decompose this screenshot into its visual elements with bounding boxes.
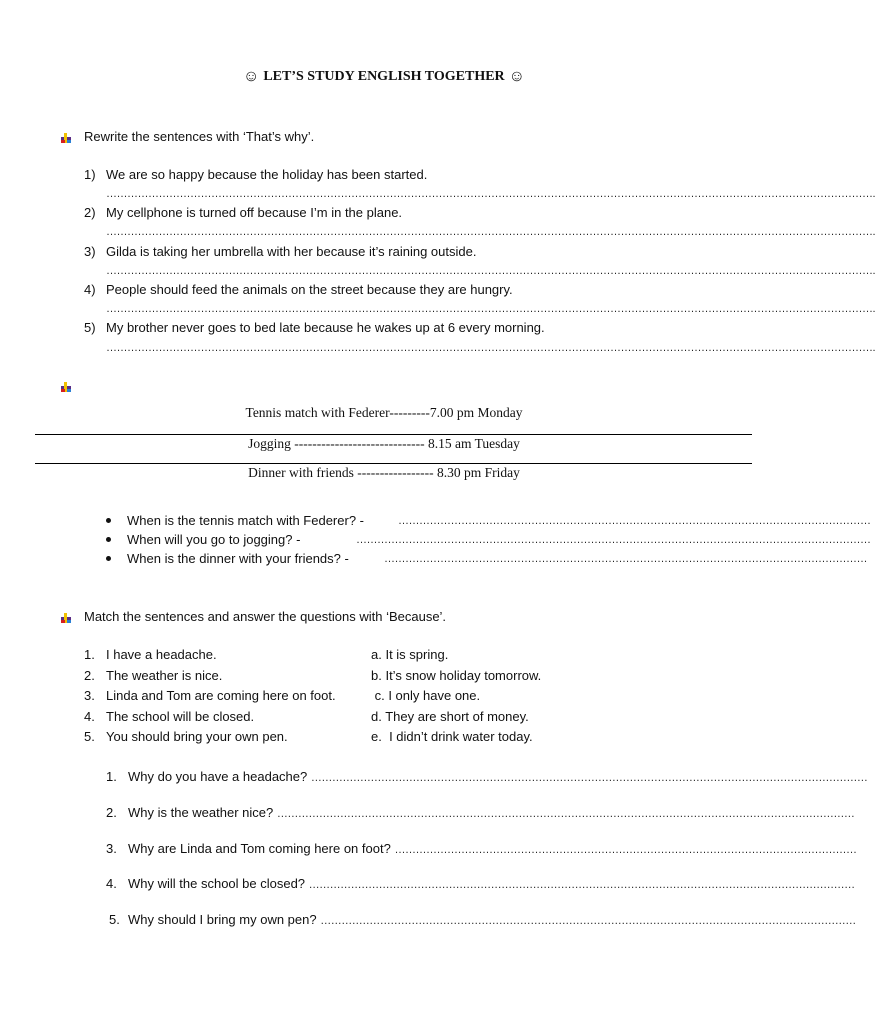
list-item: 3. Linda and Tom are coming here on foot. (84, 688, 336, 703)
list-item: 1. Why do you have a headache? …………………………………………………………………………………………………………………………………………… (106, 769, 868, 784)
list-item: 3. Why are Linda and Tom coming here on foot? …………………………………………………………………………………………………………………… (106, 841, 857, 856)
answer-line[interactable]: ……………………………………………………………………………………………………………………… (398, 515, 871, 527)
list-item: 4) People should feed the animals on the street because they are hungry. (84, 282, 513, 297)
list-item: 5) My brother never goes to bed late because he wakes up at 6 every morning. (84, 320, 545, 335)
list-item: a. It is spring. (371, 647, 449, 662)
list-item: 4. The school will be closed. (84, 709, 255, 724)
answer-line[interactable]: …………………………………………………………………………………………………………………………………………………………………………………………………. (106, 303, 875, 315)
list-item: 3) Gilda is taking her umbrella with her because it’s raining outside. (84, 244, 477, 259)
answer-line[interactable]: …………………………………………………………………………………………………………………………………………………………………………………………………. (106, 342, 875, 354)
list-item: e. I didn’t drink water today. (371, 729, 533, 744)
list-item: 1) We are so happy because the holiday has been started. (84, 167, 428, 182)
smiley-icon: ☺ (508, 68, 525, 85)
answer-line[interactable]: ………………………………………………………………………………………………………………………………………………… (276, 808, 855, 820)
section3-instruction: Match the sentences and answer the questions with ‘Because’. (84, 609, 447, 624)
list-item: b. It’s snow holiday tomorrow. (371, 668, 542, 683)
list-item: 5. You should bring your own pen. (84, 729, 288, 744)
answer-line[interactable]: …………………………………………………………………………………………………………………… (394, 844, 857, 856)
smiley-icon: ☺ (242, 68, 260, 85)
list-item: c. I only have one. (371, 688, 481, 703)
list-item: When will you go to jogging? - (106, 532, 300, 547)
schedule-row: Jogging ----------------------------- 8.15 am Tuesday (248, 436, 520, 451)
title-text: LET’S STUDY ENGLISH TOGETHER (263, 69, 505, 84)
answer-line[interactable]: …………………………………………………………………………………………………………………………………………………………………………………………………. (106, 265, 875, 277)
section1-instruction: Rewrite the sentences with ‘That’s why’. (84, 129, 315, 144)
answer-line[interactable]: ………………………………………………………………………………………………………………………… (384, 553, 867, 565)
list-item: 2. Why is the weather nice? ………………………………………………………………………………………………………………………………………………… (106, 805, 855, 820)
answer-line[interactable]: …………………………………………………………………………………………………………………………………………………………………………………………………. (106, 226, 875, 238)
list-item: 1. I have a headache. (84, 647, 217, 662)
answer-line[interactable]: …………………………………………………………………………………………………………………………………………… (310, 772, 868, 784)
arrow-bullet-icon (60, 381, 72, 393)
divider (35, 434, 752, 435)
list-item: 4. Why will the school be closed? ………………………………………………………………………………………………………………………………………… (106, 876, 855, 891)
page-title (0, 68, 768, 86)
divider (35, 463, 752, 464)
arrow-bullet-icon (60, 612, 72, 624)
list-item: d. They are short of money. (371, 709, 529, 724)
list-item: When is the dinner with your friends? - (106, 551, 349, 566)
list-item: 2. The weather is nice. (84, 668, 223, 683)
schedule-row: Tennis match with Federer---------7.00 pm Monday (245, 405, 523, 420)
answer-line[interactable]: ………………………………………………………………………………………………………………………………… (356, 534, 871, 546)
list-item: When is the tennis match with Federer? - (106, 513, 364, 528)
arrow-bullet-icon (60, 132, 72, 144)
answer-line[interactable]: ……………………………………………………………………………………………………………………………………… (320, 915, 856, 927)
answer-line[interactable]: ………………………………………………………………………………………………………………………………………… (308, 879, 855, 891)
schedule-row: Dinner with friends ----------------- 8.30 pm Friday (248, 465, 520, 480)
list-item: 5. Why should I bring my own pen? ……………………………………………………………………………………………………………………………………… (109, 912, 856, 927)
list-item: 2) My cellphone is turned off because I’m in the plane. (84, 205, 403, 220)
answer-line[interactable]: …………………………………………………………………………………………………………………………………………………………………………………………………. (106, 188, 875, 200)
